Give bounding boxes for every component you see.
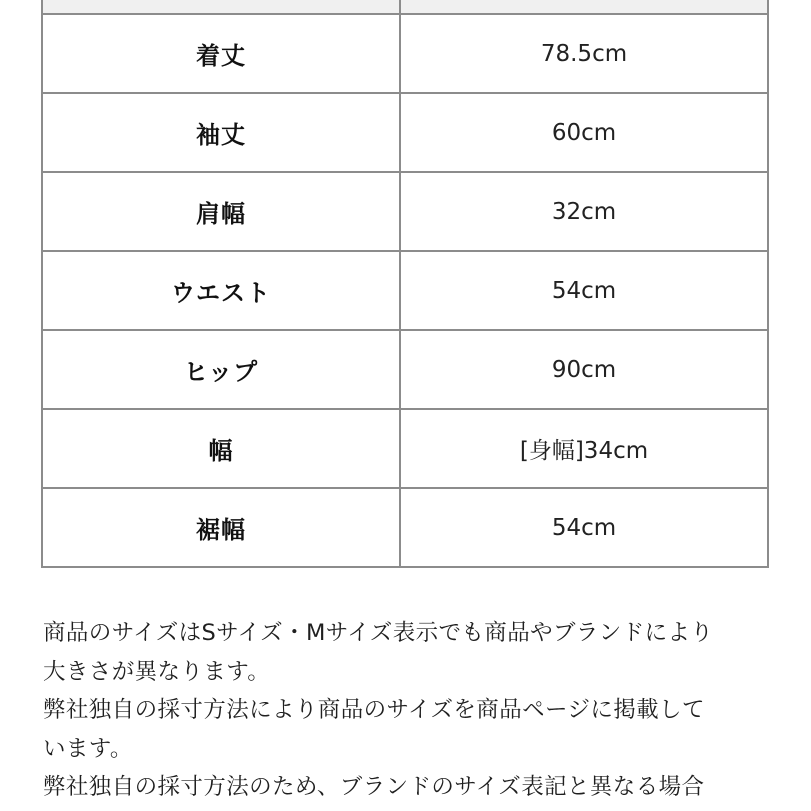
size-notes [43,614,783,807]
note-line: 商品のサイズはSサイズ・Mサイズ表示でも商品やブランドにより [43,620,714,646]
row-value-shoulder: 32cm [400,172,768,251]
row-value-waist: 54cm [400,251,768,330]
row-value-hem: 54cm [400,488,768,567]
row-label-shoulder: 肩幅 [42,172,400,251]
row-value-sleeve: 60cm [400,93,768,172]
row-label-sleeve: 袖丈 [42,93,400,172]
note-line: 弊社独自の採寸方法により商品のサイズを商品ページに掲載して [43,697,705,723]
table-row [42,93,768,172]
row-value-hip: 90cm [400,330,768,409]
row-value-length: 78.5cm [400,14,768,93]
row-label-hem: 裾幅 [42,488,400,567]
row-value-width: [身幅]34cm [400,409,768,488]
header-value-cell [400,0,768,14]
table-row [42,409,768,488]
table-row [42,330,768,409]
note-line: います。 [43,735,133,762]
note-line: 大きさが異なります。 [43,658,271,685]
row-label-width: 幅 [42,409,400,488]
table-row [42,488,768,567]
note-line: 弊社独自の採寸方法のため、ブランドのサイズ表記と異なる場合 [43,774,705,800]
row-label-hip: ヒップ [42,330,400,409]
table-row [42,172,768,251]
table-row [42,251,768,330]
size-table [41,0,769,568]
table-row [42,14,768,93]
row-label-waist: ウエスト [42,251,400,330]
table-header-row [42,0,768,14]
header-label-cell [42,0,400,14]
row-label-length: 着丈 [42,14,400,93]
